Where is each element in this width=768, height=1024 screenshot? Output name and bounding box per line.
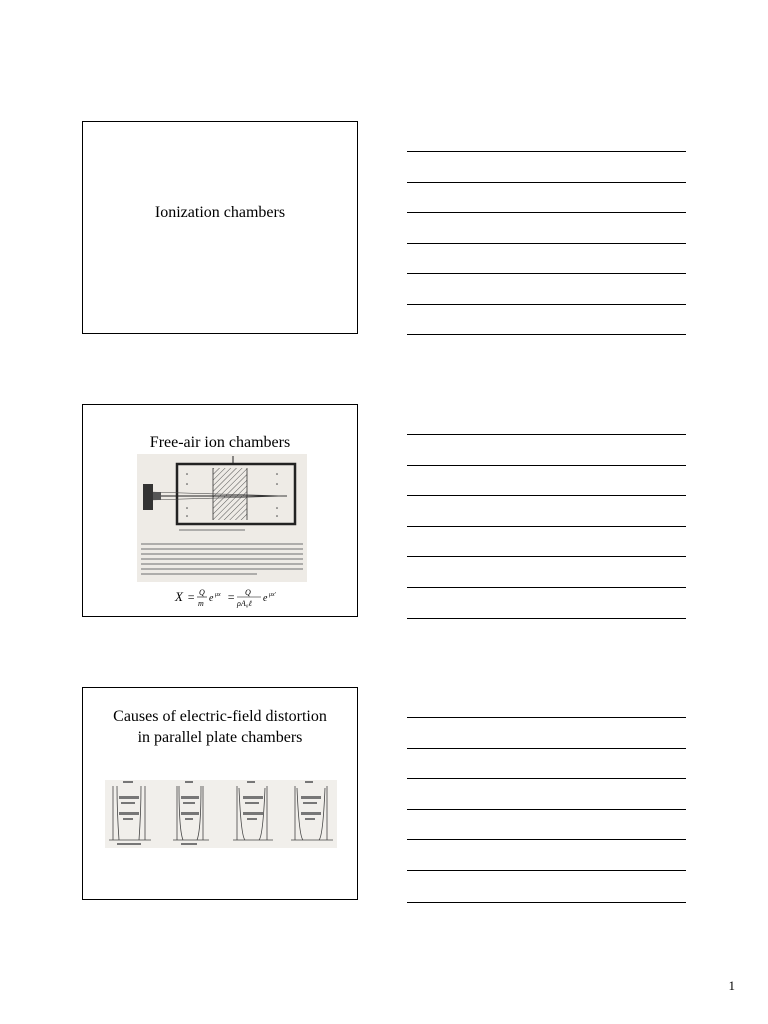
slide-title [83, 706, 357, 748]
exposure-formula [145, 585, 305, 609]
svg-text:μx': μx' [269, 592, 276, 598]
svg-text:=: = [227, 590, 236, 604]
svg-text:X: X [175, 589, 183, 604]
slide-title: Ionization chambers [154, 204, 286, 221]
page-number: 1 [728, 978, 735, 993]
slide-title-line-1: Causes of electric-field distortion [113, 708, 327, 725]
slide-title: Free-air ion chambers [149, 434, 291, 451]
svg-text:e: e [209, 593, 214, 604]
svg-text:μx: μx [215, 592, 221, 598]
svg-text:m: m [198, 599, 204, 608]
slide-thumbnail-2 [82, 404, 358, 617]
free-air-chamber-figure [137, 454, 307, 582]
svg-text:=: = [187, 590, 196, 604]
svg-text:ρA₀ℓ: ρA₀ℓ [237, 599, 252, 608]
slide-thumbnail-3 [82, 687, 358, 900]
slide-thumbnail-1 [82, 121, 358, 334]
svg-text:Q: Q [199, 588, 205, 597]
svg-text:e: e [263, 593, 268, 604]
slide-title-line-2: in parallel plate chambers [137, 729, 303, 746]
svg-text:Q: Q [245, 588, 251, 597]
field-distortion-figure [105, 780, 337, 848]
